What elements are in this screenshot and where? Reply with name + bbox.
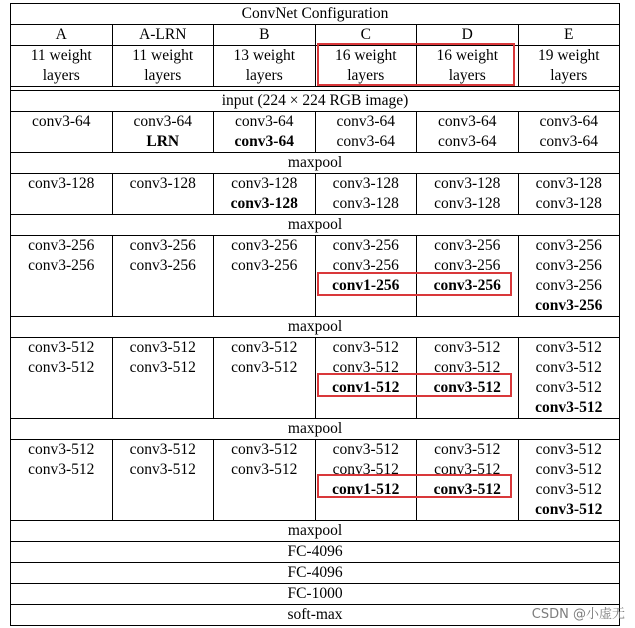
column-name-3: C xyxy=(315,25,417,46)
layer-cell xyxy=(112,112,214,153)
tail-row-4: soft-max xyxy=(11,605,620,626)
layer-label: conv3-512 xyxy=(129,359,196,376)
layer-label: conv3-512 xyxy=(231,359,298,376)
layer-label-bold: conv3-512 xyxy=(535,399,603,416)
column-name-5: E xyxy=(518,25,620,46)
layer-label: conv3-512 xyxy=(535,359,602,376)
layer-label: conv3-512 xyxy=(535,379,602,396)
layer-cell xyxy=(11,440,113,521)
layer-label: conv3-512 xyxy=(231,441,298,458)
tail-row-3: FC-1000 xyxy=(11,584,620,605)
layer-label: conv3-64 xyxy=(437,113,497,130)
layer-cell xyxy=(417,112,519,153)
depth-line1: 11 weight xyxy=(30,47,92,64)
layer-label: conv3-64 xyxy=(539,113,599,130)
layer-cell xyxy=(214,236,316,317)
depth-line1: 13 weight xyxy=(233,47,296,64)
conv-block-1 xyxy=(11,112,620,153)
layer-label: conv3-256 xyxy=(28,257,95,274)
layer-label-bold: conv3-128 xyxy=(230,195,298,212)
layer-cell xyxy=(518,174,620,215)
layer-label: conv3-256 xyxy=(28,237,95,254)
layer-cell xyxy=(11,112,113,153)
layer-cell xyxy=(518,440,620,521)
layer-label xyxy=(521,398,618,418)
layer-label: conv3-128 xyxy=(231,175,298,192)
layer-label: conv3-512 xyxy=(129,461,196,478)
column-depth-1 xyxy=(112,46,214,87)
column-name-0: A xyxy=(11,25,113,46)
layer-label: conv3-256 xyxy=(129,257,196,274)
depth-line2: layers xyxy=(144,67,182,84)
layer-label-bold: LRN xyxy=(146,133,180,150)
layer-label xyxy=(318,480,415,500)
depth-line1: 11 weight xyxy=(132,47,194,64)
tail-row-1: FC-4096 xyxy=(11,542,620,563)
depth-line2: layers xyxy=(347,67,385,84)
layer-label: conv3-512 xyxy=(129,441,196,458)
layer-cell xyxy=(315,112,417,153)
layer-label: conv3-64 xyxy=(133,113,193,130)
conv-block-5 xyxy=(11,440,620,521)
column-name-row xyxy=(11,25,620,46)
layer-label: conv3-512 xyxy=(535,461,602,478)
depth-line2: layers xyxy=(245,67,283,84)
conv-block-3 xyxy=(11,236,620,317)
column-depth-5 xyxy=(518,46,620,87)
layer-label: conv3-512 xyxy=(231,339,298,356)
layer-label: conv3-256 xyxy=(129,237,196,254)
layer-cell xyxy=(518,338,620,419)
column-depth-row xyxy=(11,46,620,87)
layer-label: conv3-64 xyxy=(336,113,396,130)
layer-label xyxy=(521,500,618,520)
layer-label: conv3-512 xyxy=(332,461,399,478)
layer-label: conv3-512 xyxy=(231,461,298,478)
layer-label-bold: conv3-512 xyxy=(535,501,603,518)
tail-row-2: FC-4096 xyxy=(11,563,620,584)
layer-label: conv3-512 xyxy=(434,441,501,458)
layer-cell xyxy=(518,112,620,153)
depth-line1: 16 weight xyxy=(436,47,499,64)
layer-label: conv3-512 xyxy=(434,339,501,356)
layer-label: conv3-64 xyxy=(31,113,91,130)
layer-label: conv3-128 xyxy=(28,175,95,192)
layer-label-bold: conv3-512 xyxy=(433,379,501,396)
layer-label: conv3-256 xyxy=(332,257,399,274)
layer-cell xyxy=(315,236,417,317)
layer-cell xyxy=(11,236,113,317)
layer-cell xyxy=(518,236,620,317)
conv-block-2 xyxy=(11,174,620,215)
layer-label-bold: conv3-512 xyxy=(433,481,501,498)
conv-block-4 xyxy=(11,338,620,419)
column-name-2: B xyxy=(214,25,316,46)
layer-label: conv3-512 xyxy=(535,339,602,356)
layer-label: conv3-512 xyxy=(434,359,501,376)
layer-label: conv3-128 xyxy=(434,195,501,212)
layer-label: conv3-128 xyxy=(332,175,399,192)
maxpool-row: maxpool xyxy=(11,153,620,174)
depth-line2: layers xyxy=(448,67,486,84)
layer-label: conv3-128 xyxy=(535,175,602,192)
layer-label xyxy=(216,132,313,152)
depth-line1: 19 weight xyxy=(537,47,600,64)
layer-label xyxy=(318,276,415,296)
layer-label-bold: conv1-512 xyxy=(332,379,400,396)
layer-label: conv3-512 xyxy=(332,441,399,458)
layer-label: conv3-256 xyxy=(434,237,501,254)
layer-label xyxy=(521,296,618,316)
layer-cell xyxy=(417,236,519,317)
layer-label: conv3-512 xyxy=(129,339,196,356)
maxpool-row: maxpool xyxy=(11,215,620,236)
layer-cell xyxy=(315,174,417,215)
layer-label: conv3-256 xyxy=(434,257,501,274)
layer-cell xyxy=(112,338,214,419)
depth-line2: layers xyxy=(550,67,588,84)
layer-label: conv3-512 xyxy=(28,461,95,478)
layer-label-bold: conv1-256 xyxy=(332,277,400,294)
maxpool-row: maxpool xyxy=(11,317,620,338)
column-name-1: A-LRN xyxy=(112,25,214,46)
layer-label: conv3-512 xyxy=(332,339,399,356)
layer-label-bold: conv1-512 xyxy=(332,481,400,498)
layer-label-bold: conv3-256 xyxy=(433,277,501,294)
layer-label xyxy=(419,276,516,296)
layer-cell xyxy=(11,174,113,215)
layer-label: conv3-256 xyxy=(231,257,298,274)
layer-label-bold: conv3-64 xyxy=(234,133,294,150)
layer-label xyxy=(115,132,212,152)
layer-label: conv3-512 xyxy=(535,481,602,498)
layer-cell xyxy=(112,174,214,215)
watermark: CSDN @小虚无 xyxy=(531,607,625,622)
column-depth-3 xyxy=(315,46,417,87)
layer-label: conv3-64 xyxy=(437,133,497,150)
column-depth-4 xyxy=(417,46,519,87)
layer-label: conv3-128 xyxy=(129,175,196,192)
input-row: input (224 × 224 RGB image) xyxy=(11,91,620,112)
layer-cell xyxy=(214,174,316,215)
layer-label: conv3-256 xyxy=(535,237,602,254)
layer-cell xyxy=(315,440,417,521)
tail-row-0: maxpool xyxy=(11,521,620,542)
layer-label: conv3-512 xyxy=(28,441,95,458)
layer-cell xyxy=(417,338,519,419)
layer-label xyxy=(419,378,516,398)
depth-line1: 16 weight xyxy=(334,47,397,64)
layer-label: conv3-512 xyxy=(28,359,95,376)
column-depth-2 xyxy=(214,46,316,87)
table-title: ConvNet Configuration xyxy=(11,4,620,25)
layer-label: conv3-256 xyxy=(231,237,298,254)
layer-label: conv3-512 xyxy=(535,441,602,458)
layer-label: conv3-64 xyxy=(539,133,599,150)
layer-label: conv3-256 xyxy=(332,237,399,254)
layer-cell xyxy=(112,236,214,317)
layer-label xyxy=(419,480,516,500)
layer-label: conv3-64 xyxy=(336,133,396,150)
layer-label xyxy=(318,378,415,398)
layer-label: conv3-512 xyxy=(332,359,399,376)
layer-label: conv3-128 xyxy=(332,195,399,212)
layer-label: conv3-64 xyxy=(234,113,294,130)
convnet-config-table xyxy=(10,3,620,626)
column-depth-0 xyxy=(11,46,113,87)
layer-label: conv3-256 xyxy=(535,257,602,274)
layer-label-bold: conv3-256 xyxy=(535,297,603,314)
layer-label: conv3-256 xyxy=(535,277,602,294)
layer-cell xyxy=(214,440,316,521)
layer-label: conv3-128 xyxy=(434,175,501,192)
layer-cell xyxy=(315,338,417,419)
layer-label: conv3-512 xyxy=(434,461,501,478)
column-name-4: D xyxy=(417,25,519,46)
layer-cell xyxy=(417,440,519,521)
layer-cell xyxy=(417,174,519,215)
layer-label: conv3-128 xyxy=(535,195,602,212)
layer-cell xyxy=(214,112,316,153)
layer-cell xyxy=(112,440,214,521)
depth-line2: layers xyxy=(42,67,80,84)
maxpool-row: maxpool xyxy=(11,419,620,440)
layer-cell xyxy=(214,338,316,419)
layer-label: conv3-512 xyxy=(28,339,95,356)
layer-label xyxy=(216,194,313,214)
layer-cell xyxy=(11,338,113,419)
